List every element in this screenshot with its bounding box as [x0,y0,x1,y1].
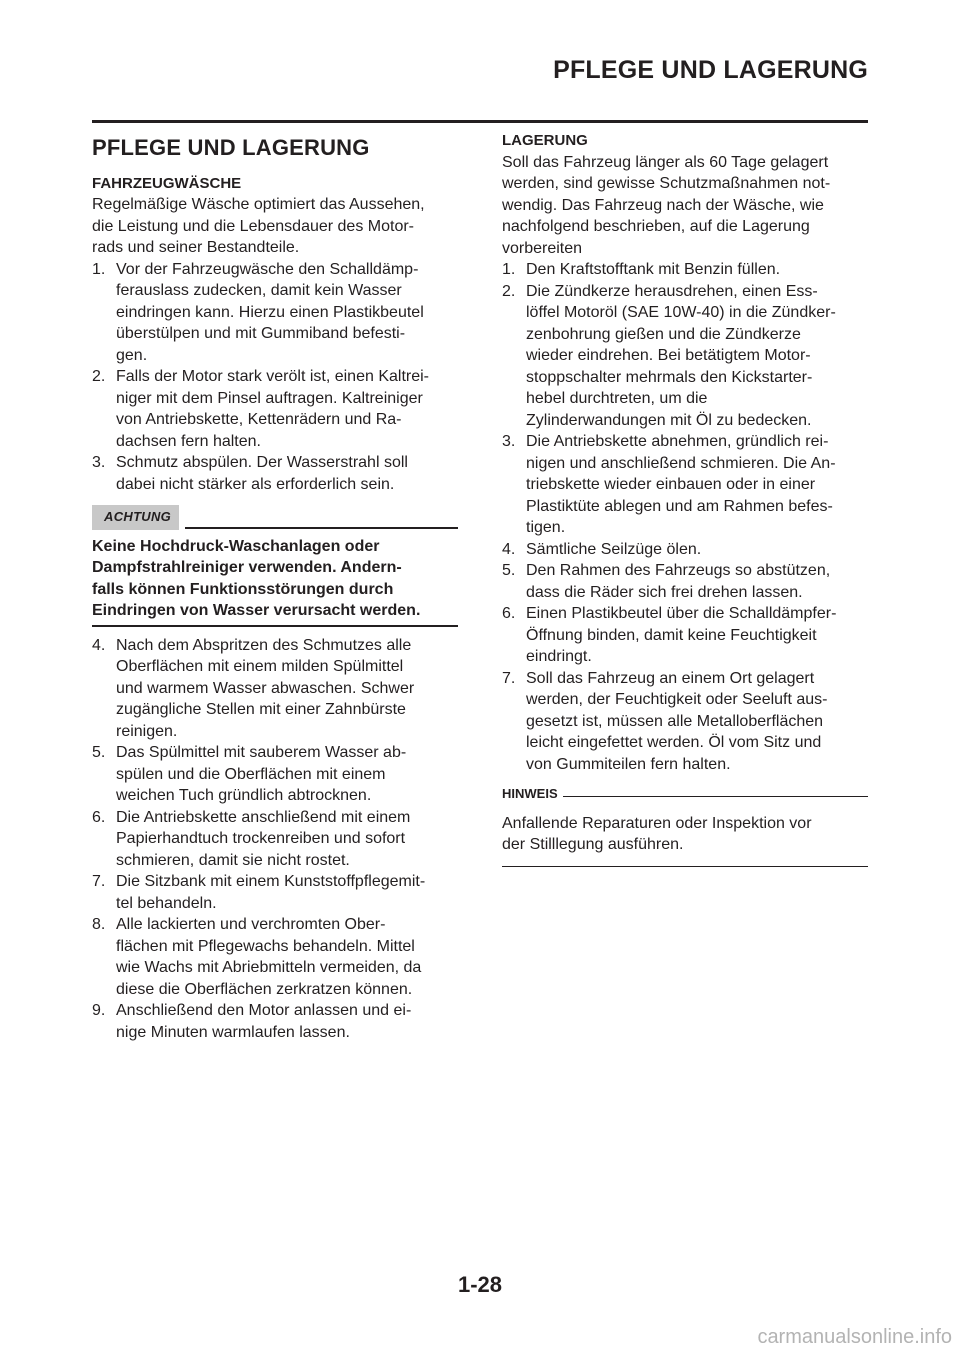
step-text-line: und warmem Wasser abwaschen. Schwer [116,679,415,697]
step-number: 5. [502,562,516,579]
step-text-line: hebel durchtreten, um die [526,390,708,407]
step-number: 4. [502,540,516,558]
step-text-line: Öffnung binden, damit keine Feuchtigkeit [526,626,817,644]
step-text-line: zenbohrung gießen und die Zündkerze [526,325,801,343]
wash-steps-list-continued [92,635,458,1044]
step-number: 8. [92,916,106,933]
warning-header [92,505,458,530]
step-number: 3. [92,454,106,471]
step-text-line: Einen Plastikbeutel über die Schalldämpfer- [526,605,837,622]
step-item [502,560,868,603]
step-text-line: werden, der Feuchtigkeit oder Seeluft aus- [526,691,828,708]
step-item [92,366,458,452]
step-text-line: Vor der Fahrzeugwäsche den Schalldämp- [116,260,419,278]
step-text-line: reinigen. [116,722,178,740]
storage-intro [502,152,868,260]
note-label: HINWEIS [502,786,558,801]
text-line: falls können Funktionsstörungen durch [92,580,394,598]
step-number: 1. [92,260,106,278]
right-column [502,130,868,867]
step-text-line: dabei nicht stärker als erforderlich sein. [116,475,395,493]
step-text-line: Die Sitzbank mit einem Kunststoffpflegemit- [116,873,426,890]
storage-heading: LAGERUNG [502,132,588,149]
step-text-line: eindringen kann. Hierzu einen Plastikbeutel [116,303,424,321]
step-text-line: Soll das Fahrzeug an einem Ort gelagert [526,669,815,687]
step-item [502,668,868,776]
step-text-line: überstülpen und mit Gummiband befesti- [116,325,406,342]
step-number: 7. [92,873,106,890]
step-text-line: wieder eindrehen. Bei betätigtem Motor- [526,347,811,364]
step-text-line: Zylinderwandungen mit Öl zu bedecken. [526,411,812,429]
storage-steps-list [502,259,868,775]
step-text-line: wie Wachs mit Abriebmitteln vermeiden, da [116,959,422,976]
step-text-line: löffel Motoröl (SAE 10W-40) in die Zündker- [526,304,836,321]
wash-intro [92,194,458,259]
warning-close-rule [92,625,458,627]
text-line: werden, sind gewisse Schutzmaßnahmen not- [502,175,831,192]
text-line: rads und seiner Bestandteile. [92,239,300,256]
step-item [92,742,458,807]
text-line: Dampfstrahlreiniger verwenden. Andern- [92,559,402,576]
step-text-line: von Antriebskette, Kettenrädern und Ra- [116,411,402,428]
section-title: PFLEGE UND LAGERUNG [92,135,370,160]
page-number: 1-28 [457,1272,503,1297]
step-item [92,871,458,914]
step-item [502,431,868,539]
step-text-line: triebskette wieder einbauen oder in einer [526,476,816,493]
step-text-line: Oberflächen mit einem milden Spülmittel [116,658,404,675]
step-text-line: flächen mit Pflegewachs behandeln. Mittel [116,937,415,955]
step-text-line: tel behandeln. [116,894,217,912]
note-rule [563,796,868,797]
text-line: Regelmäßige Wäsche optimiert das Aussehen, [92,196,425,213]
step-text-line: Den Kraftstofftank mit Benzin füllen. [526,261,781,278]
step-number: 2. [502,282,516,300]
text-line: nachfolgend beschrieben, auf die Lagerung [502,218,810,235]
step-item [92,452,458,495]
step-text-line: zugängliche Stellen mit einer Zahnbürste [116,701,406,718]
warning-rule [185,527,458,529]
wash-steps-list [92,259,458,496]
step-text-line: gesetzt ist, müssen alle Metalloberflächen [526,712,824,730]
step-text-line: Sämtliche Seilzüge ölen. [526,540,702,558]
step-text-line: Plastiktüte ablegen und am Rahmen befes- [526,497,833,515]
header-rule [92,120,868,123]
step-item [92,807,458,872]
step-item [502,539,868,561]
step-text-line: dass die Räder sich frei drehen lassen. [526,583,803,601]
text-line: der Stilllegung ausführen. [502,836,684,853]
step-item [502,603,868,668]
step-text-line: von Gummiteilen fern halten. [526,755,731,773]
step-item [92,914,458,1000]
left-column [92,130,458,1043]
step-number: 4. [92,636,106,654]
step-text-line: Die Antriebskette abnehmen, gründlich rei- [526,433,829,450]
note-close-rule [502,866,868,867]
text-line: vorbereiten [502,239,583,257]
warning-badge: ACHTUNG [92,505,179,530]
step-text-line: stoppschalter mehrmals den Kickstarter- [526,368,813,386]
note-header [502,783,868,805]
step-number: 1. [502,261,516,278]
step-text-line: gen. [116,346,148,364]
step-text-line: nigen und anschließend schmieren. Die An- [526,454,836,472]
step-number: 3. [502,433,516,450]
step-text-line: Falls der Motor stark verölt ist, einen Kaltrei- [116,368,429,385]
step-text-line: weichen Tuch gründlich abtrocknen. [116,787,372,804]
step-text-line: leicht eingefettet werden. Öl vom Sitz und [526,734,822,751]
step-item [92,635,458,743]
step-item [92,1000,458,1043]
text-line: wendig. Das Fahrzeug nach der Wäsche, wie [502,196,824,214]
note-text [502,813,868,856]
step-number: 5. [92,744,106,761]
step-text-line: Anschließend den Motor anlassen und ei- [116,1002,412,1019]
step-item [92,259,458,367]
step-text-line: Die Zündkerze herausdrehen, einen Ess- [526,282,818,300]
step-text-line: Nach dem Abspritzen des Schmutzes alle [116,636,412,654]
step-number: 6. [92,808,106,826]
step-text-line: Den Rahmen des Fahrzeugs so abstützen, [526,562,831,579]
warning-text [92,536,458,622]
step-number: 2. [92,368,106,385]
step-text-line: ferauslass zudecken, damit kein Wasser [116,282,402,299]
step-text-line: Papierhandtuch trockenreiben und sofort [116,830,406,847]
step-text-line: Die Antriebskette anschließend mit einem [116,808,411,826]
page-header-title: PFLEGE UND LAGERUNG [553,56,868,84]
text-line: die Leistung und die Lebensdauer des Motor- [92,217,414,235]
text-line: Anfallende Reparaturen oder Inspektion vor [502,814,812,832]
step-text-line: schmieren, damit sie nicht rostet. [116,851,350,869]
step-item [502,281,868,432]
step-text-line: dachsen fern halten. [116,432,261,450]
step-text-line: niger mit dem Pinsel auftragen. Kaltreiniger [116,389,423,407]
step-text-line: spülen und die Oberflächen mit einem [116,765,386,783]
step-number: 9. [92,1002,106,1019]
step-text-line: diese die Oberflächen zerkratzen können. [116,980,413,998]
step-item [502,259,868,281]
step-text-line: Schmutz abspülen. Der Wasserstrahl soll [116,454,408,471]
watermark: carmanualsonline.info [757,1326,952,1348]
step-text-line: nige Minuten warmlaufen lassen. [116,1023,350,1041]
step-text-line: Alle lackierten und verchromten Ober- [116,916,386,933]
step-text-line: tigen. [526,519,566,536]
step-number: 7. [502,669,516,687]
text-line: Eindringen von Wasser verursacht werden. [92,602,421,619]
step-text-line: eindringt. [526,648,592,665]
text-line: Keine Hochdruck-Waschanlagen oder [92,537,380,555]
wash-heading: FAHRZEUGWÄSCHE [92,174,242,192]
text-line: Soll das Fahrzeug länger als 60 Tage gelagert [502,153,829,171]
step-number: 6. [502,605,516,622]
step-text-line: Das Spülmittel mit sauberem Wasser ab- [116,744,407,761]
